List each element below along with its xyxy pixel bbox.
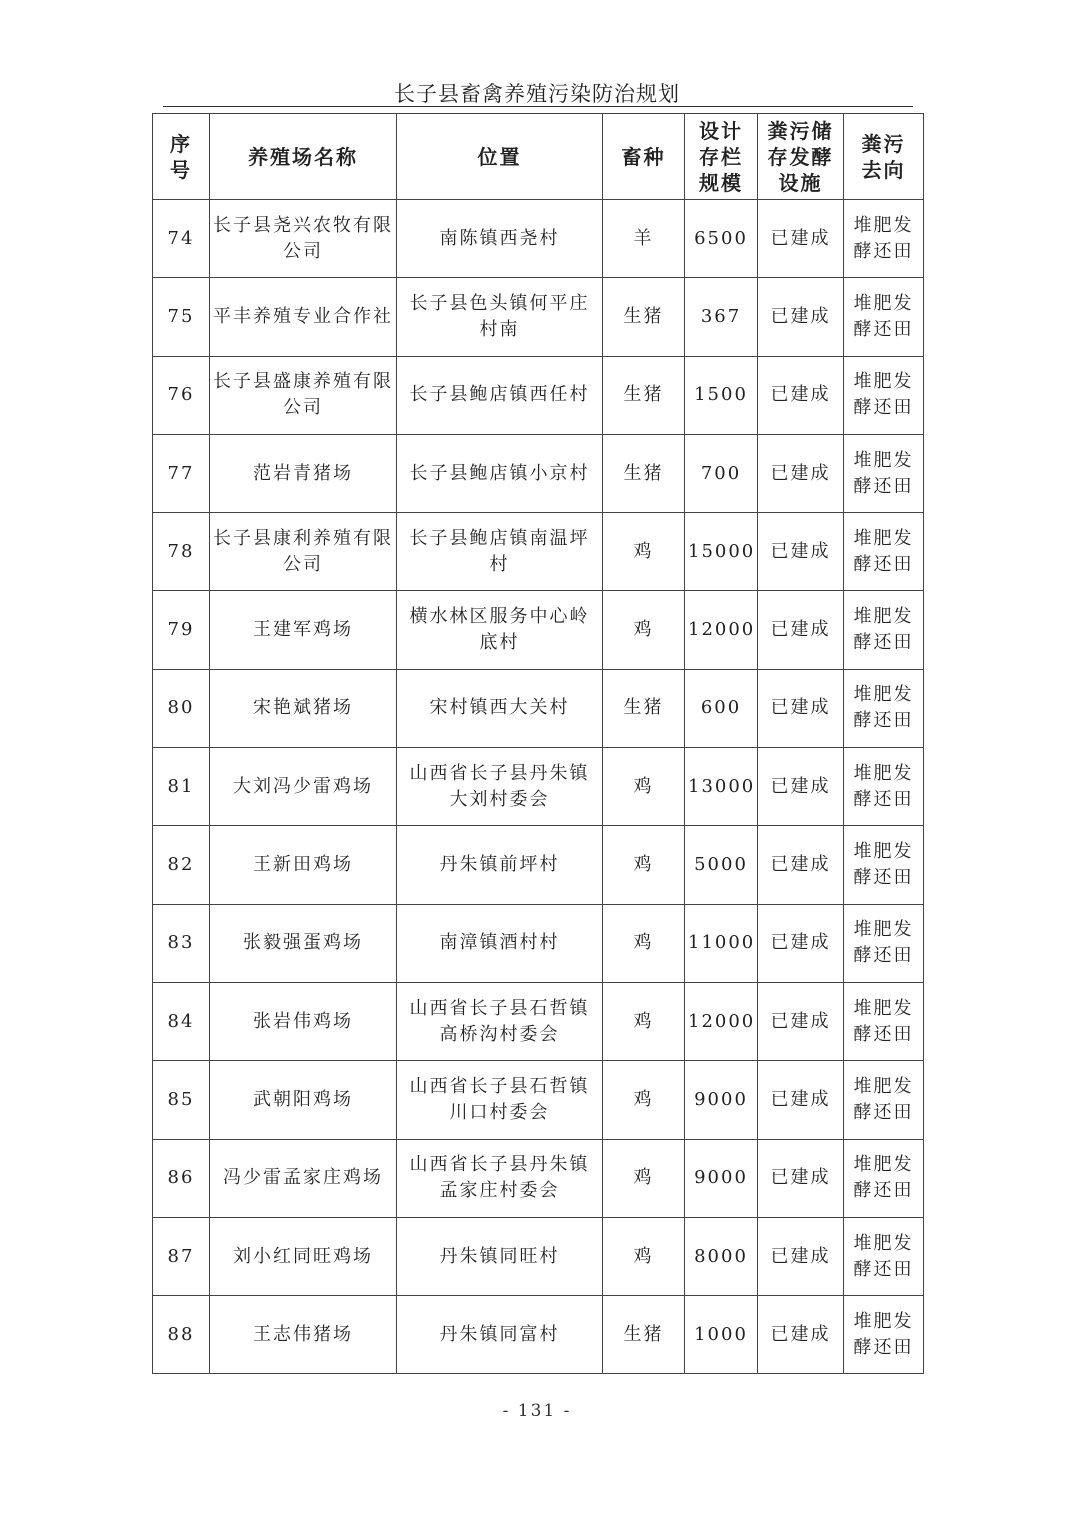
cell-location: 长子县鲍店镇西任村	[397, 356, 603, 434]
cell-species: 生猪	[603, 356, 685, 434]
cell-index: 81	[153, 748, 210, 826]
cell-species: 生猪	[603, 434, 685, 512]
cell-location: 宋村镇西大关村	[397, 669, 603, 747]
cell-design-scale: 600	[685, 669, 758, 747]
cell-manure-destination: 堆肥发酵还田	[844, 1217, 924, 1295]
cell-location: 山西省长子县丹朱镇大刘村委会	[397, 748, 603, 826]
table-row	[153, 1296, 924, 1374]
cell-farm-name: 范岩青猪场	[210, 434, 397, 512]
cell-farm-name: 张毅强蛋鸡场	[210, 904, 397, 982]
cell-storage-facility: 已建成	[758, 591, 844, 669]
cell-species: 生猪	[603, 278, 685, 356]
cell-location: 丹朱镇前坪村	[397, 826, 603, 904]
col-header-location: 位置	[397, 114, 603, 200]
running-header: 长子县畜禽养殖污染防治规划	[394, 82, 680, 106]
cell-storage-facility: 已建成	[758, 278, 844, 356]
cell-storage-facility: 已建成	[758, 513, 844, 591]
cell-farm-name: 张岩伟鸡场	[210, 982, 397, 1060]
cell-manure-destination: 堆肥发酵还田	[844, 748, 924, 826]
cell-location: 丹朱镇同富村	[397, 1296, 603, 1374]
col-header-design-scale: 设计存栏规模	[685, 114, 758, 200]
cell-species: 鸡	[603, 904, 685, 982]
cell-index: 80	[153, 669, 210, 747]
table-row	[153, 434, 924, 512]
col-header-farm-name: 养殖场名称	[210, 114, 397, 200]
cell-storage-facility: 已建成	[758, 904, 844, 982]
cell-location: 南漳镇酒村村	[397, 904, 603, 982]
cell-manure-destination: 堆肥发酵还田	[844, 278, 924, 356]
cell-index: 74	[153, 200, 210, 278]
cell-species: 鸡	[603, 1217, 685, 1295]
cell-index: 84	[153, 982, 210, 1060]
cell-storage-facility: 已建成	[758, 1296, 844, 1374]
cell-design-scale: 700	[685, 434, 758, 512]
cell-design-scale: 6500	[685, 200, 758, 278]
cell-species: 鸡	[603, 1061, 685, 1139]
cell-index: 79	[153, 591, 210, 669]
cell-manure-destination: 堆肥发酵还田	[844, 1139, 924, 1217]
cell-design-scale: 8000	[685, 1217, 758, 1295]
cell-design-scale: 13000	[685, 748, 758, 826]
cell-location: 南陈镇西尧村	[397, 200, 603, 278]
cell-storage-facility: 已建成	[758, 200, 844, 278]
cell-index: 86	[153, 1139, 210, 1217]
cell-index: 76	[153, 356, 210, 434]
cell-index: 82	[153, 826, 210, 904]
cell-design-scale: 1500	[685, 356, 758, 434]
header-rule	[163, 106, 913, 107]
cell-farm-name: 刘小红同旺鸡场	[210, 1217, 397, 1295]
cell-index: 78	[153, 513, 210, 591]
table-row	[153, 1139, 924, 1217]
cell-design-scale: 367	[685, 278, 758, 356]
col-header-storage-facility: 粪污储存发酵设施	[758, 114, 844, 200]
table-row	[153, 1217, 924, 1295]
table-row	[153, 748, 924, 826]
table-row	[153, 513, 924, 591]
cell-storage-facility: 已建成	[758, 1139, 844, 1217]
cell-design-scale: 15000	[685, 513, 758, 591]
cell-species: 生猪	[603, 669, 685, 747]
cell-species: 生猪	[603, 1296, 685, 1374]
cell-storage-facility: 已建成	[758, 982, 844, 1060]
cell-location: 横水林区服务中心岭底村	[397, 591, 603, 669]
cell-manure-destination: 堆肥发酵还田	[844, 434, 924, 512]
cell-location: 山西省长子县石哲镇川口村委会	[397, 1061, 603, 1139]
cell-location: 长子县色头镇何平庄村南	[397, 278, 603, 356]
cell-index: 88	[153, 1296, 210, 1374]
cell-farm-name: 长子县尧兴农牧有限公司	[210, 200, 397, 278]
cell-farm-name: 王新田鸡场	[210, 826, 397, 904]
cell-manure-destination: 堆肥发酵还田	[844, 591, 924, 669]
col-header-index: 序号	[153, 114, 210, 200]
cell-index: 85	[153, 1061, 210, 1139]
col-header-species: 畜种	[603, 114, 685, 200]
cell-species: 鸡	[603, 982, 685, 1060]
cell-design-scale: 9000	[685, 1061, 758, 1139]
cell-index: 83	[153, 904, 210, 982]
col-header-manure-destination: 粪污去向	[844, 114, 924, 200]
table-row	[153, 1061, 924, 1139]
table-row	[153, 826, 924, 904]
cell-storage-facility: 已建成	[758, 826, 844, 904]
cell-species: 鸡	[603, 591, 685, 669]
cell-farm-name: 王志伟猪场	[210, 1296, 397, 1374]
cell-manure-destination: 堆肥发酵还田	[844, 669, 924, 747]
cell-design-scale: 12000	[685, 982, 758, 1060]
cell-location: 长子县鲍店镇小京村	[397, 434, 603, 512]
table-row	[153, 200, 924, 278]
cell-species: 鸡	[603, 513, 685, 591]
cell-farm-name: 长子县盛康养殖有限公司	[210, 356, 397, 434]
cell-farm-name: 武朝阳鸡场	[210, 1061, 397, 1139]
cell-farm-name: 大刘冯少雷鸡场	[210, 748, 397, 826]
cell-storage-facility: 已建成	[758, 1061, 844, 1139]
table-row	[153, 278, 924, 356]
cell-manure-destination: 堆肥发酵还田	[844, 513, 924, 591]
cell-species: 鸡	[603, 748, 685, 826]
table-row	[153, 982, 924, 1060]
cell-design-scale: 9000	[685, 1139, 758, 1217]
cell-index: 77	[153, 434, 210, 512]
cell-storage-facility: 已建成	[758, 356, 844, 434]
cell-location: 山西省长子县丹朱镇孟家庄村委会	[397, 1139, 603, 1217]
cell-species: 鸡	[603, 826, 685, 904]
cell-storage-facility: 已建成	[758, 748, 844, 826]
cell-location: 山西省长子县石哲镇高桥沟村委会	[397, 982, 603, 1060]
cell-manure-destination: 堆肥发酵还田	[844, 356, 924, 434]
table-row	[153, 669, 924, 747]
cell-index: 75	[153, 278, 210, 356]
cell-farm-name: 平丰养殖专业合作社	[210, 278, 397, 356]
table-row	[153, 591, 924, 669]
cell-species: 鸡	[603, 1139, 685, 1217]
page-number: - 131 -	[502, 1401, 572, 1421]
cell-farm-name: 长子县康利养殖有限公司	[210, 513, 397, 591]
cell-manure-destination: 堆肥发酵还田	[844, 1061, 924, 1139]
cell-index: 87	[153, 1217, 210, 1295]
cell-design-scale: 1000	[685, 1296, 758, 1374]
cell-manure-destination: 堆肥发酵还田	[844, 904, 924, 982]
cell-location: 长子县鲍店镇南温坪村	[397, 513, 603, 591]
cell-manure-destination: 堆肥发酵还田	[844, 982, 924, 1060]
table-row	[153, 904, 924, 982]
cell-storage-facility: 已建成	[758, 669, 844, 747]
cell-manure-destination: 堆肥发酵还田	[844, 1296, 924, 1374]
cell-design-scale: 11000	[685, 904, 758, 982]
cell-species: 羊	[603, 200, 685, 278]
cell-manure-destination: 堆肥发酵还田	[844, 200, 924, 278]
cell-farm-name: 冯少雷孟家庄鸡场	[210, 1139, 397, 1217]
table-header-row	[153, 114, 924, 200]
cell-design-scale: 12000	[685, 591, 758, 669]
cell-farm-name: 王建军鸡场	[210, 591, 397, 669]
cell-manure-destination: 堆肥发酵还田	[844, 826, 924, 904]
cell-storage-facility: 已建成	[758, 434, 844, 512]
cell-design-scale: 5000	[685, 826, 758, 904]
cell-location: 丹朱镇同旺村	[397, 1217, 603, 1295]
cell-farm-name: 宋艳斌猪场	[210, 669, 397, 747]
cell-storage-facility: 已建成	[758, 1217, 844, 1295]
table-row	[153, 356, 924, 434]
farm-table	[152, 113, 924, 1374]
